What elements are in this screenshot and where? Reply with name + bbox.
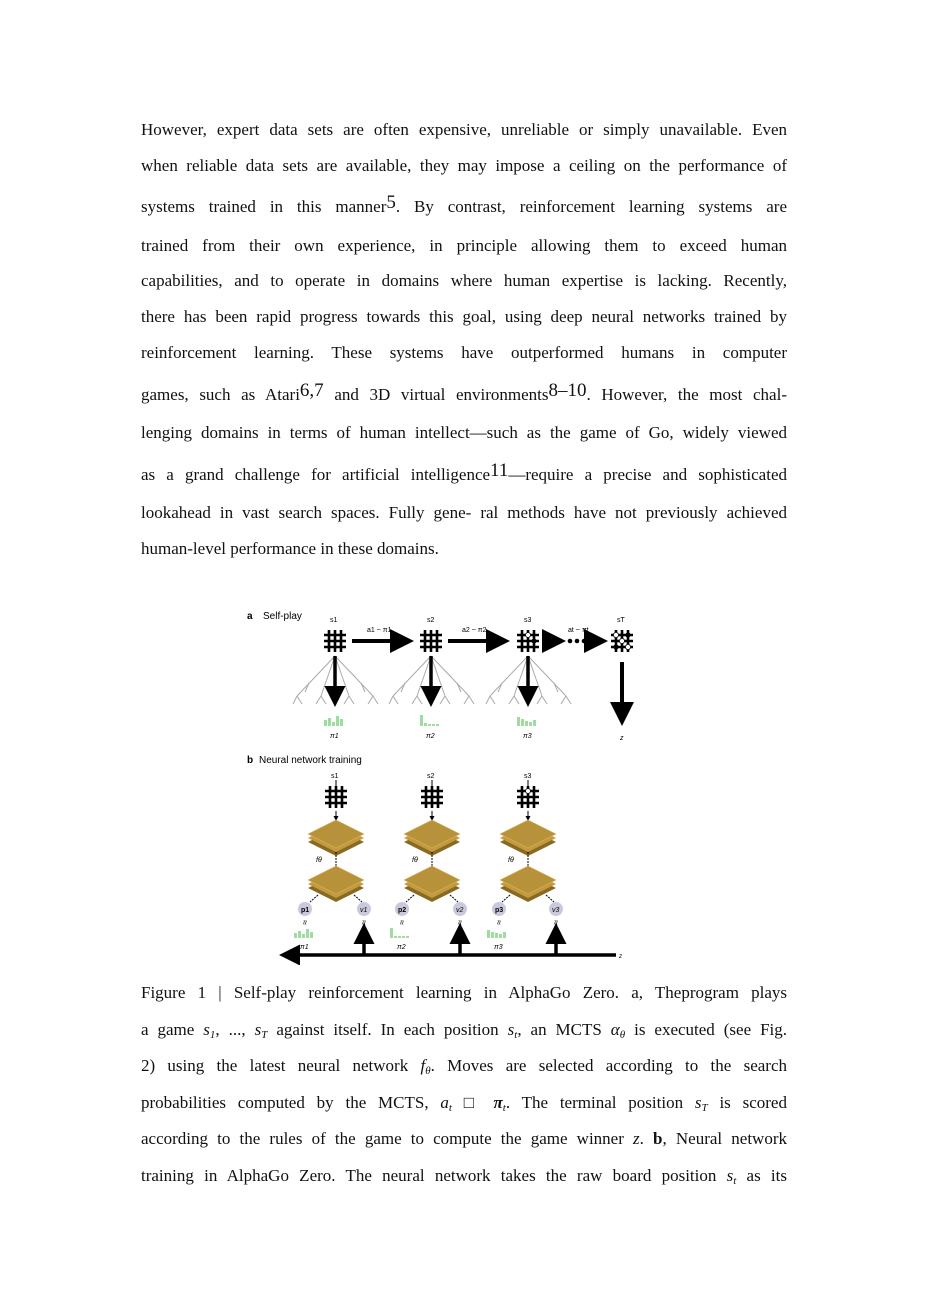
- caption-line: according to the rules of the game to compute the game winner z. b, Neural network: [141, 1129, 787, 1148]
- neural-network-icon: [404, 866, 460, 902]
- outcome-label: z: [619, 954, 622, 960]
- ellipsis-dot: [582, 639, 587, 644]
- paragraph-line: However, expert data sets are often expensive, unreliable or simply unavailable. Even: [141, 120, 787, 139]
- citation-superscript: 11: [490, 460, 509, 482]
- paragraph-line: as a grand challenge for artificial intelligence$^{11}$—require a precise and sophisticated: [141, 460, 787, 485]
- body-paragraph: [141, 112, 787, 568]
- value-output-connector: [354, 895, 362, 902]
- paragraph-line: lookahead in vast search spaces. Fully gene- ral methods have not previously achieved: [141, 503, 787, 523]
- go-board-icon: [421, 786, 443, 808]
- policy-histogram: [390, 928, 409, 938]
- value-output-label: v2: [456, 907, 464, 914]
- citation-superscript: 6,7: [299, 380, 324, 402]
- go-stone-icon: [625, 644, 630, 649]
- panel-b-letter: b: [247, 755, 254, 766]
- go-stone-icon: [613, 644, 618, 649]
- policy-output-connector: [310, 895, 318, 902]
- neural-network-icon: [500, 866, 556, 902]
- paragraph-line: capabilities, and to operate in domains where human expertise is lacking. Recently,: [141, 270, 787, 290]
- paragraph-line: trained from their own experience, in principle allowing them to exceed human: [141, 235, 787, 255]
- value-output-label: v1: [360, 907, 368, 914]
- policy-label: π3: [523, 733, 532, 740]
- panel-b-title: Neural network training: [259, 755, 362, 766]
- policy-label: π2: [426, 733, 435, 740]
- approx-sign: ≈: [455, 920, 465, 925]
- caption-line: training in AlphaGo Zero. The neural network takes the raw board position $s_t$ as its: [141, 1165, 787, 1187]
- policy-label: π3: [494, 944, 503, 951]
- go-stone-icon: [625, 632, 630, 637]
- approx-sign: ≈: [551, 920, 561, 925]
- network-label: fθ: [316, 857, 322, 864]
- go-stone-icon: [532, 639, 537, 644]
- neural-network-icon: [500, 820, 556, 856]
- panel-a-title: Self-play: [263, 611, 302, 622]
- action-label: a2 ~ π2: [462, 627, 487, 634]
- value-output-label: v3: [552, 907, 560, 914]
- approx-sign: ≈: [397, 920, 407, 925]
- policy-label: π2: [397, 944, 406, 951]
- go-stone-icon: [526, 633, 531, 638]
- caption-line: a game $s_1$, ..., $s_T$ against itself. In each position $s_t$, an MCTS $\alpha_\theta$ is executed (see Fig.: [141, 1019, 788, 1041]
- neural-network-icon: [404, 820, 460, 856]
- state-label: sT: [617, 617, 625, 624]
- policy-histogram: [324, 716, 343, 726]
- network-label: fθ: [508, 857, 514, 864]
- approx-sign: ≈: [494, 920, 504, 925]
- state-label: s3: [524, 773, 532, 780]
- policy-output-label: p2: [398, 907, 407, 914]
- policy-label: π1: [300, 944, 309, 951]
- state-label: s1: [330, 617, 338, 624]
- citation-superscript: 8–10: [548, 380, 587, 402]
- caption-line: probabilities computed by the MCTS, $a_t$ □ $\pi_t$. The terminal position $s_T$ is scored: [141, 1092, 787, 1114]
- caption-line: Figure 1 | Self-play reinforcement learning in AlphaGo Zero. a, Theprogram plays: [141, 983, 787, 1002]
- alphago-zero-figure: [240, 600, 640, 965]
- outcome-label: z: [620, 735, 624, 742]
- go-board-icon: [420, 630, 442, 652]
- approx-sign: ≈: [359, 920, 369, 925]
- paragraph-line: lenging domains in terms of human intellect—such as the game of Go, widely viewed: [141, 423, 787, 443]
- paragraph-line: there has been rapid progress towards this goal, using deep neural networks trained by: [141, 306, 787, 326]
- neural-network-icon: [308, 820, 364, 856]
- caption-line: 2) using the latest neural network $f_\theta$. Moves are selected according to the search: [141, 1056, 787, 1077]
- ellipsis-dot: [575, 639, 580, 644]
- paragraph-line: when reliable data sets are available, they may impose a ceiling on the performance of: [141, 156, 787, 176]
- policy-histogram: [487, 930, 506, 938]
- go-board-icon: [324, 630, 346, 652]
- action-label: at ~ πt: [568, 627, 589, 634]
- value-output-connector: [450, 895, 458, 902]
- state-label: s3: [524, 617, 532, 624]
- action-label: a1 ~ π1: [367, 627, 392, 634]
- go-stone-icon: [613, 632, 618, 637]
- paragraph-line: human-level performance in these domains.: [141, 539, 439, 559]
- paragraph-line: systems trained in this manner$^5$. By contrast, reinforcement learning systems are: [141, 191, 787, 216]
- policy-output-label: p3: [495, 907, 504, 914]
- state-label: s1: [331, 773, 339, 780]
- panel-a-letter: a: [247, 611, 253, 622]
- figure-caption: [141, 975, 787, 1194]
- paragraph-line: reinforcement learning. These systems have outperformed humans in computer: [141, 343, 787, 363]
- approx-sign: ≈: [300, 920, 310, 925]
- value-output-connector: [546, 895, 554, 902]
- policy-output-connector: [406, 895, 414, 902]
- go-stone-icon: [526, 789, 531, 794]
- paragraph-line: games, such as Atari$^{6,7}$ and 3D virtual environments$^{8-10}$. However, the most chal-: [141, 380, 787, 405]
- policy-histogram: [517, 717, 536, 726]
- policy-output-connector: [502, 895, 510, 902]
- go-board-icon: [325, 786, 347, 808]
- policy-histogram: [294, 929, 313, 938]
- policy-output-label: p1: [301, 907, 310, 914]
- state-label: s2: [427, 617, 435, 624]
- policy-histogram: [420, 715, 439, 726]
- neural-network-icon: [308, 866, 364, 902]
- citation-superscript: 5: [386, 191, 396, 213]
- go-stone-icon: [619, 638, 624, 643]
- state-label: s2: [427, 773, 435, 780]
- policy-label: π1: [330, 733, 339, 740]
- network-label: fθ: [412, 857, 418, 864]
- ellipsis-dot: [568, 639, 573, 644]
